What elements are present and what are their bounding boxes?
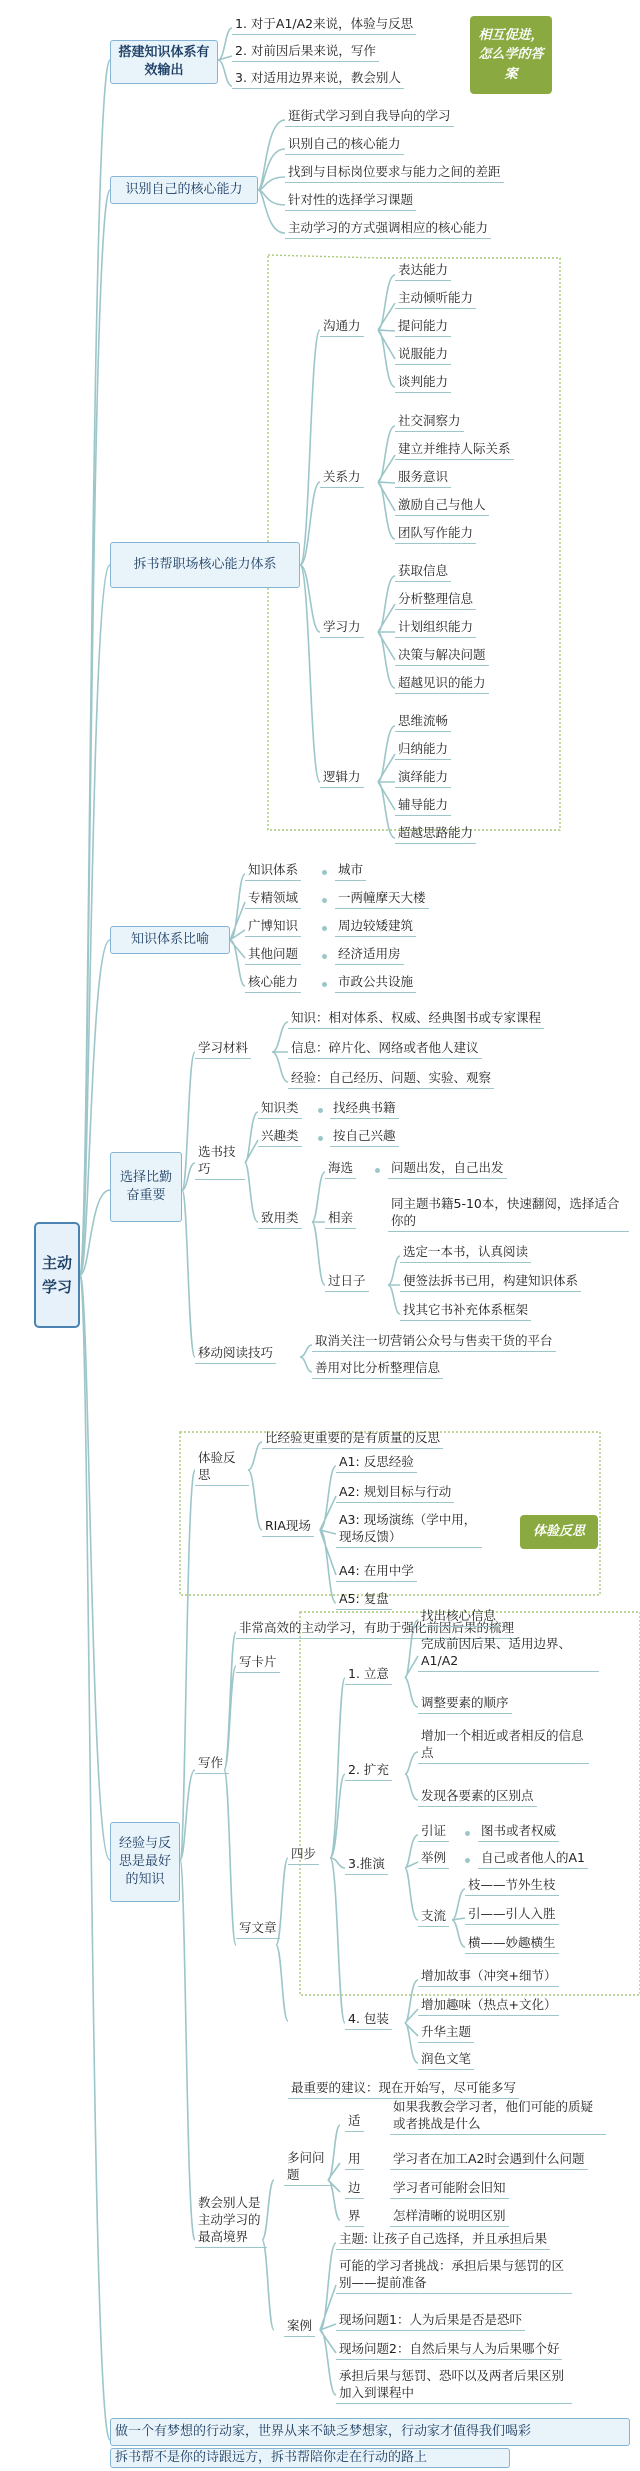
g4-item-5[interactable]: 超越思路能力: [395, 825, 476, 844]
g3-item-2[interactable]: 分析整理信息: [395, 591, 476, 610]
step-1-item-2[interactable]: 完成前因后果、适用边界、A1/A2: [418, 1636, 599, 1672]
ria-a2[interactable]: A2: 规划目标与行动: [336, 1484, 454, 1503]
branch-2[interactable]: 引——引人入胜: [465, 1906, 559, 1925]
group-logic[interactable]: 逻辑力: [320, 769, 364, 788]
group-relationship[interactable]: 关系力: [320, 469, 364, 488]
topic-choice-over-effort[interactable]: 选择比勤奋重要: [110, 1152, 182, 1222]
b5-knowledge-val[interactable]: 找经典书籍: [330, 1100, 399, 1119]
line-b6-s4: [405, 1980, 418, 2063]
b2-item-2[interactable]: 识别自己的核心能力: [285, 136, 404, 155]
b2-item-5[interactable]: 主动学习的方式强调相应的核心能力: [285, 220, 491, 239]
b5-practical-type[interactable]: 致用类: [258, 1210, 302, 1229]
line-root-b1: [80, 60, 110, 1275]
ria-a4[interactable]: A4: 在用中学: [336, 1563, 417, 1582]
q-fit[interactable]: 适: [345, 2113, 364, 2132]
step-2-item-2[interactable]: 发现各要素的区别点: [418, 1788, 537, 1807]
q-use-val[interactable]: 学习者在加工A2时会遇到什么问题: [390, 2151, 588, 2170]
step-3-example[interactable]: 举例: [418, 1850, 449, 1869]
bullet-dot: [322, 926, 327, 931]
b4-row-2-val[interactable]: 一两幢摩天大楼: [335, 890, 429, 909]
q-boundary-val[interactable]: 怎样清晰的说明区别: [390, 2208, 509, 2227]
line-b3: [300, 330, 320, 782]
bullet-dot: [318, 1108, 323, 1113]
step-4-item-1[interactable]: 增加故事（冲突+细节）: [418, 1968, 559, 1987]
b5-mobile-2[interactable]: 善用对比分析整理信息: [312, 1360, 443, 1379]
q-edge-val[interactable]: 学习者可能附会旧知: [390, 2180, 509, 2199]
g3-item-5[interactable]: 超越见识的能力: [395, 675, 489, 694]
ria-a5[interactable]: A5: 复盘: [336, 1591, 392, 1610]
g3-item-1[interactable]: 获取信息: [395, 563, 451, 582]
b4-row-3-val[interactable]: 周边较矮建筑: [335, 918, 416, 937]
line-b5-sel: [245, 1112, 258, 1222]
b6-key-advice[interactable]: 最重要的建议：现在开始写，尽可能多写: [288, 2080, 519, 2099]
b5-select-tips[interactable]: 选书技巧: [195, 1144, 245, 1180]
line-b5-grz: [388, 1256, 400, 1314]
bullet-dot: [465, 1831, 470, 1836]
topic-core-ability[interactable]: 识别自己的核心能力: [110, 176, 258, 204]
line-root-b2: [80, 190, 110, 1275]
branch-1[interactable]: 枝——节外生枝: [465, 1877, 559, 1896]
line-b5-mat: [272, 1022, 288, 1082]
step-4[interactable]: 4. 包装: [345, 2011, 392, 2030]
footer-action[interactable]: 做一个有梦想的行动家，世界从来不缺乏梦想家，行动家才值得我们喝彩: [110, 2418, 630, 2446]
b5-sea-select-val[interactable]: 问题出发，自己出发: [388, 1160, 507, 1179]
b6-writing[interactable]: 写作: [195, 1755, 229, 1774]
footer-together[interactable]: 拆书帮不是你的诗跟远方，拆书帮陪你走在行动的路上: [110, 2448, 510, 2468]
b5-daily-2[interactable]: 便签法拆书已用，构建知识体系: [400, 1273, 581, 1292]
line-b6-xwz: [276, 1858, 288, 2021]
q-edge[interactable]: 边: [345, 2180, 364, 2199]
topic-build-knowledge[interactable]: 搭建知识体系有效输出: [110, 40, 218, 84]
case-1[interactable]: 主题: 让孩子自己选择，并且承担后果: [336, 2231, 550, 2250]
q-fit-val[interactable]: 如果我教会学习者，他们可能的质疑或者挑战是什么: [390, 2099, 606, 2135]
b6-experience[interactable]: 体验反思: [195, 1450, 249, 1486]
bullet-dot: [322, 870, 327, 875]
g2-item-2[interactable]: 建立并维持人际关系: [395, 441, 514, 460]
g4-item-1[interactable]: 思维流畅: [395, 713, 451, 732]
line-b3-g3: [378, 576, 395, 688]
bullet-dot: [375, 1168, 380, 1173]
step-4-item-3[interactable]: 升华主题: [418, 2024, 474, 2043]
step-4-item-2[interactable]: 增加趣味（热点+文化）: [418, 1997, 559, 2016]
g2-item-4[interactable]: 激励自己与他人: [395, 497, 489, 516]
g2-item-3[interactable]: 服务意识: [395, 469, 451, 488]
ria-a3[interactable]: A3: 现场演练（学中用，现场反馈）: [336, 1512, 482, 1548]
b5-mat-1[interactable]: 知识：相对体系、权威、经典图书或专家课程: [288, 1010, 544, 1029]
group-learning[interactable]: 学习力: [320, 619, 364, 638]
line-b5-zy: [312, 1172, 325, 1285]
b2-item-4[interactable]: 针对性的选择学习课题: [285, 192, 416, 211]
line-b6-sb: [330, 1678, 345, 2023]
b5-interest-type[interactable]: 兴趣类: [258, 1128, 302, 1147]
line-b3-g4: [378, 726, 395, 838]
bullet-dot: [322, 954, 327, 959]
step-1[interactable]: 1. 立意: [345, 1666, 392, 1685]
b5-blind-date-val[interactable]: 同主题书籍5-10本，快速翻阅，选择适合你的: [388, 1196, 629, 1232]
line-root-footer: [80, 1275, 110, 2440]
note-experience[interactable]: 体验反思: [520, 1515, 598, 1549]
b6-write-article[interactable]: 写文章: [236, 1920, 280, 1939]
group-communication[interactable]: 沟通力: [320, 318, 364, 337]
bullet-dot: [465, 1858, 470, 1863]
line-b6-wt: [224, 1632, 236, 1945]
b2-item-1[interactable]: 逛街式学习到自我导向的学习: [285, 108, 454, 127]
b5-interest-val[interactable]: 按自己兴趣: [330, 1128, 399, 1147]
q-use[interactable]: 用: [345, 2151, 364, 2170]
b5-daily-1[interactable]: 选定一本书，认真阅读: [400, 1244, 531, 1263]
b6-write-card[interactable]: 写卡片: [236, 1654, 280, 1673]
g1-item-4[interactable]: 说服能力: [395, 346, 451, 365]
step-3-cite-val[interactable]: 图书或者权威: [478, 1823, 559, 1842]
line-b6-ria: [320, 1466, 336, 1603]
b6-quality-reflection[interactable]: 比经验更重要的是有质量的反思: [262, 1430, 443, 1449]
b5-mat-3[interactable]: 经验：自己经历、问题、实验、观察: [288, 1070, 494, 1089]
line-b6-s2: [405, 1752, 418, 1800]
case-4[interactable]: 现场问题2：自然后果与人为后果哪个好: [336, 2341, 562, 2360]
b6-case[interactable]: 案例: [284, 2318, 315, 2337]
topic-experience-reflection[interactable]: 经验与反思是最好的知识: [110, 1822, 180, 1902]
b6-ria[interactable]: RIA现场: [262, 1518, 314, 1537]
g1-item-5[interactable]: 谈判能力: [395, 374, 451, 393]
g4-item-3[interactable]: 演绎能力: [395, 769, 451, 788]
case-3[interactable]: 现场问题1：人为后果是否是恐吓: [336, 2312, 525, 2331]
b6-teach-others[interactable]: 教会别人是主动学习的最高境界: [195, 2195, 267, 2248]
b1-item-3[interactable]: 3. 对适用边界来说，教会别人: [232, 70, 404, 89]
b1-item-2[interactable]: 2. 对前因后果来说，写作: [232, 43, 379, 62]
g2-item-1[interactable]: 社交洞察力: [395, 413, 464, 432]
step-3[interactable]: 3.推演: [345, 1856, 388, 1875]
line-b4: [230, 874, 245, 986]
q-boundary[interactable]: 界: [345, 2208, 364, 2227]
b4-row-4-key[interactable]: 其他问题: [245, 946, 301, 965]
b5-blind-date[interactable]: 相亲: [325, 1210, 356, 1229]
step-3-branch[interactable]: 支流: [418, 1908, 449, 1927]
g3-item-4[interactable]: 决策与解决问题: [395, 647, 489, 666]
b4-row-5-key[interactable]: 核心能力: [245, 974, 301, 993]
line-b1: [218, 28, 232, 86]
g2-item-5[interactable]: 团队写作能力: [395, 525, 476, 544]
b5-materials[interactable]: 学习材料: [195, 1040, 251, 1059]
bullet-dot: [322, 982, 327, 987]
line-b6-ty: [248, 1442, 262, 1530]
b5-daily-3[interactable]: 找其它书补充体系框架: [400, 1302, 531, 1321]
b6-four-steps[interactable]: 四步: [288, 1846, 319, 1865]
g1-item-2[interactable]: 主动倾听能力: [395, 290, 476, 309]
g4-item-2[interactable]: 归纳能力: [395, 741, 451, 760]
step-3-cite[interactable]: 引证: [418, 1823, 449, 1842]
line-b2: [258, 120, 285, 233]
b6-writing-top[interactable]: 非常高效的主动学习，有助于强化前因后果的梳理: [236, 1620, 517, 1639]
b4-row-2-key[interactable]: 专精领域: [245, 890, 301, 909]
line-b3-g1: [378, 275, 395, 387]
g3-item-3[interactable]: 计划组织能力: [395, 619, 476, 638]
branch-3[interactable]: 横——妙趣横生: [465, 1935, 559, 1954]
step-2[interactable]: 2. 扩充: [345, 1762, 392, 1781]
topic-ability-system[interactable]: 拆书帮职场核心能力体系: [110, 542, 300, 588]
g1-item-1[interactable]: 表达能力: [395, 262, 451, 281]
b5-knowledge-type[interactable]: 知识类: [258, 1100, 302, 1119]
line-b6-s3: [405, 1835, 418, 1920]
b5-mat-2[interactable]: 信息：碎片化、网络或者他人建议: [288, 1040, 482, 1059]
step-1-item-3[interactable]: 调整要素的顺序: [418, 1695, 512, 1714]
ria-a1[interactable]: A1: 反思经验: [336, 1454, 417, 1473]
case-2[interactable]: 可能的学习者挑战：承担后果与惩罚的区别——提前准备: [336, 2258, 572, 2294]
b5-sea-select[interactable]: 海选: [325, 1160, 356, 1179]
b4-row-1-val[interactable]: 城市: [335, 862, 366, 881]
line-b3-g2: [378, 426, 395, 539]
root-topic[interactable]: 主动学习: [34, 1222, 80, 1328]
b5-daily-life[interactable]: 过日子: [325, 1273, 369, 1292]
line-b6-al: [320, 2243, 336, 2395]
b4-row-4-val[interactable]: 经济适用房: [335, 946, 404, 965]
b6-ask-questions[interactable]: 多问问题: [284, 2150, 332, 2186]
line-b5: [182, 1052, 195, 1357]
bullet-dot: [322, 898, 327, 903]
g4-item-4[interactable]: 辅导能力: [395, 797, 451, 816]
note-mutual[interactable]: 相互促进，怎么学的答案: [470, 16, 552, 94]
step-1-item-1[interactable]: 找出核心信息: [418, 1608, 499, 1627]
line-b6-zl: [452, 1889, 465, 1947]
case-5[interactable]: 承担后果与惩罚、恐吓以及两者后果区别加入到课程中: [336, 2368, 572, 2404]
line-b5-yd: [300, 1345, 312, 1372]
g1-item-3[interactable]: 提问能力: [395, 318, 451, 337]
bullet-dot: [318, 1136, 323, 1141]
step-3-example-val[interactable]: 自己或者他人的A1: [478, 1850, 588, 1869]
line-b6: [180, 1470, 195, 2240]
b5-mobile-1[interactable]: 取消关注一切营销公众号与售卖干货的平台: [312, 1333, 556, 1352]
topic-knowledge-metaphor[interactable]: 知识体系比喻: [110, 926, 230, 954]
b1-item-1[interactable]: 1. 对于A1/A2来说，体验与反思: [232, 16, 416, 35]
step-2-item-1[interactable]: 增加一个相近或者相反的信息点: [418, 1728, 589, 1764]
b4-row-3-key[interactable]: 广博知识: [245, 918, 301, 937]
step-4-item-4[interactable]: 润色文笔: [418, 2051, 474, 2070]
b4-row-1-key[interactable]: 知识体系: [245, 862, 301, 881]
b4-row-5-val[interactable]: 市政公共设施: [335, 974, 416, 993]
b2-item-3[interactable]: 找到与目标岗位要求与能力之间的差距: [285, 164, 504, 183]
b5-mobile-reading[interactable]: 移动阅读技巧: [195, 1345, 276, 1364]
